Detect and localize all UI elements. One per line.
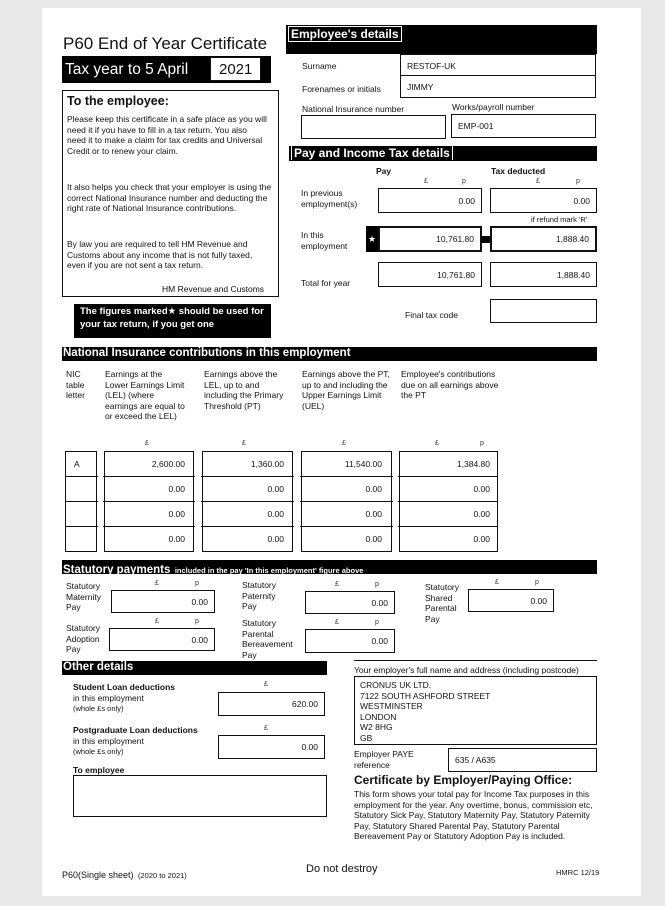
previous-tax-field <box>490 188 597 213</box>
maternity-field <box>111 590 215 613</box>
employer-address-line: CRONUS UK LTD. <box>360 680 432 690</box>
certificate-heading: Certificate by Employer/Paying Office: <box>354 773 573 787</box>
ni-column-gap <box>294 451 300 552</box>
bereavement-pence-sign: p <box>375 619 379 626</box>
ni-row-contrib: 0.00 <box>473 484 490 494</box>
surname-value: RESTOF-UK <box>407 60 456 71</box>
final-tax-code-label: Final tax code <box>405 310 458 320</box>
works-number-field <box>451 114 596 138</box>
tax-pound-sign: £ <box>536 178 540 185</box>
uel-pound-sign: £ <box>342 440 346 447</box>
employee-details-heading: Employee's details <box>288 26 402 42</box>
postgrad-loan-field <box>218 735 325 759</box>
ni-heading: National Insurance contributions in this employment <box>63 347 351 359</box>
ni-row-contrib: 0.00 <box>473 534 490 544</box>
paternity-value: 0.00 <box>371 597 388 608</box>
student-loan-value: 620.00 <box>292 699 318 709</box>
pay-pence-sign: p <box>462 178 466 185</box>
tax-year-label: Tax year to 5 April <box>65 61 189 78</box>
to-employee-heading: To the employee: <box>67 94 169 108</box>
contrib-pound-sign: £ <box>435 440 439 447</box>
surname-field <box>400 54 596 77</box>
certificate-text: This form shows your total pay for Income Tax purposes in this employment for the year. Any overtime, bonus, commission etc, Statutory Sick Pay, Statutory Maternity Pay, Statutory Paternity Pay, Statutory Shared Parental Pay, Statutory Parental Bereavement Pay or Statutory Adoption Pay is included. <box>354 789 593 841</box>
ni-row-uel: 11,540.00 <box>344 459 382 469</box>
do-not-destroy: Do not destroy <box>306 863 378 875</box>
works-number-value: EMP-001 <box>458 121 494 131</box>
refund-note: if refund mark 'R' <box>531 215 588 224</box>
ni-row-pt: 0.00 <box>267 509 284 519</box>
pay-pound-sign: £ <box>424 178 428 185</box>
ni-column-gap <box>393 451 398 552</box>
adoption-pound-sign: £ <box>155 618 159 625</box>
to-employee-p1: Please keep this certificate in a safe place as you will need it if you have to fill in a tax return. You also need it to make a claim for tax credits and Universal Credit or to renew your claim. <box>67 114 267 156</box>
paye-ref-label: Employer PAYE reference <box>354 749 414 770</box>
total-pay-field <box>378 262 482 287</box>
to-employee-field <box>73 775 327 817</box>
to-employee-signoff: HM Revenue and Customs <box>162 284 265 294</box>
ni-row-lel: 2,600.00 <box>151 459 185 469</box>
ni-row-divider <box>65 476 498 477</box>
to-employee-field-label: To employee <box>73 765 125 775</box>
this-tax-value: 1,888.40 <box>555 234 589 244</box>
shared-parental-label: Statutory Shared Parental Pay <box>425 582 460 624</box>
total-for-year-label: Total for year <box>301 278 351 288</box>
shared-parental-field <box>468 589 554 612</box>
maternity-pence-sign: p <box>195 580 199 587</box>
ni-column-gap <box>98 451 103 552</box>
adoption-value: 0.00 <box>191 634 208 645</box>
ni-row-uel: 0.00 <box>365 484 382 494</box>
ni-col-contrib: Employee's contributions due on all earnings above the PT <box>401 369 499 400</box>
contrib-pence-sign: p <box>480 440 484 447</box>
works-number-label: Works/payroll number <box>452 102 535 112</box>
ni-row-pt: 0.00 <box>267 534 284 544</box>
employer-address-line: GB <box>360 732 373 743</box>
postgrad-loan-value: 0.00 <box>301 742 318 752</box>
shared-pound-sign: £ <box>495 579 499 586</box>
pay-column-label: Pay <box>376 166 392 176</box>
p60-certificate <box>42 8 641 896</box>
ni-row-lel: 0.00 <box>168 484 185 494</box>
ni-col-uel: Earnings above the PT, up to and including the Upper Earnings Limit (UEL) <box>302 369 390 411</box>
ni-col-lel: Earnings at the Lower Earnings Limit (LEL) (where earnings are equal to or exceed the LEL) <box>105 369 185 421</box>
form-name: P60(Single sheet) <box>62 870 134 880</box>
figures-note <box>74 304 271 338</box>
paye-ref-field <box>448 748 597 772</box>
other-details-heading: Other details <box>63 661 134 673</box>
ni-row-letter: A <box>74 459 80 469</box>
ni-row-divider <box>65 526 498 527</box>
postgrad-loan-pound-sign: £ <box>264 725 268 732</box>
student-loan-label: Student Loan deductions <box>73 682 175 692</box>
bereavement-pound-sign: £ <box>335 619 339 626</box>
ni-row-contrib: 0.00 <box>473 509 490 519</box>
employer-rule <box>354 660 597 661</box>
ni-number-field <box>301 115 446 139</box>
total-tax-value: 1,888.40 <box>556 269 590 280</box>
bereavement-field <box>305 629 395 653</box>
paye-ref-value: 635 / A635 <box>455 755 496 765</box>
ni-col-pt: Earnings above the LEL, up to and including the Primary Threshold (PT) <box>204 369 284 411</box>
adoption-field <box>109 628 215 651</box>
tax-column-label: Tax deducted <box>491 166 546 176</box>
postgrad-loan-whole: (whole £s only) <box>73 747 124 756</box>
previous-pay-field <box>378 188 482 213</box>
ni-row-lel: 0.00 <box>168 534 185 544</box>
figures-note-text: The figures marked★ should be used for your tax return, if you get one <box>80 306 264 330</box>
to-employee-p2: It also helps you check that your employer is using the correct National Insurance number and deducting the right rate of National Insurance contributions. <box>67 182 272 213</box>
postgrad-loan-sub: in this employment <box>73 736 144 746</box>
adoption-label: Statutory Adoption Pay <box>66 623 101 654</box>
lel-pound-sign: £ <box>145 440 149 447</box>
tax-pence-sign: p <box>576 178 580 185</box>
ni-row-pt: 1,360.00 <box>250 459 284 469</box>
this-employment-label: In this employment <box>301 230 348 251</box>
hmrc-code: HMRC 12/19 <box>556 868 600 877</box>
employer-address-line: W2 8HG <box>360 722 393 732</box>
total-tax-field <box>490 262 597 287</box>
previous-tax-value: 0.00 <box>573 195 590 206</box>
forenames-label: Forenames or initials <box>302 84 381 94</box>
maternity-value: 0.00 <box>191 596 208 607</box>
pt-pound-sign: £ <box>242 440 246 447</box>
star-icon: ★ <box>367 234 377 244</box>
shared-pence-sign: p <box>535 579 539 586</box>
ni-number-label: National Insurance number <box>302 104 405 114</box>
paternity-label: Statutory Paternity Pay <box>242 580 277 611</box>
ni-row-contrib: 1,384.80 <box>456 459 490 469</box>
ni-col-letter: NIC table letter <box>66 369 85 400</box>
postgrad-loan-label: Postgraduate Loan deductions <box>73 725 198 735</box>
shared-parental-value: 0.00 <box>530 595 547 606</box>
previous-pay-value: 0.00 <box>458 195 475 206</box>
total-pay-value: 10,761.80 <box>437 269 475 280</box>
tax-year-value: 2021 <box>219 61 253 78</box>
bereavement-value: 0.00 <box>371 636 388 646</box>
ni-row-pt: 0.00 <box>267 484 284 494</box>
employer-address-line: WESTMINSTER <box>360 701 423 711</box>
previous-employment-label: In previous employment(s) <box>301 188 358 209</box>
this-pay-value: 10,761.80 <box>436 234 474 244</box>
ni-row-uel: 0.00 <box>365 509 382 519</box>
surname-label: Surname <box>302 61 337 71</box>
maternity-label: Statutory Maternity Pay <box>66 581 101 612</box>
form-years: (2020 to 2021) <box>138 871 187 880</box>
student-loan-pound-sign: £ <box>264 681 268 688</box>
forenames-field <box>400 75 596 98</box>
paternity-pence-sign: p <box>375 581 379 588</box>
adoption-pence-sign: p <box>195 618 199 625</box>
ni-column-gap <box>195 451 201 552</box>
ni-row-lel: 0.00 <box>168 509 185 519</box>
statutory-heading: Statutory payments <box>63 564 171 576</box>
star-marker <box>366 226 378 252</box>
statutory-heading-wrap <box>63 560 363 578</box>
final-tax-code-field <box>490 299 597 323</box>
paternity-pound-sign: £ <box>335 581 339 588</box>
student-loan-sub: in this employment <box>73 693 144 703</box>
forenames-value: JIMMY <box>407 81 434 92</box>
bereavement-label: Statutory Parental Bereavement Pay <box>242 618 293 660</box>
statutory-subheading: included in the pay 'In this employment' figure above <box>174 566 364 575</box>
this-tax-field <box>490 226 597 252</box>
ni-row-divider <box>65 501 498 502</box>
maternity-pound-sign: £ <box>155 580 159 587</box>
page-title: P60 End of Year Certificate <box>63 34 268 53</box>
footer-form-name <box>62 865 187 883</box>
student-loan-field <box>218 692 325 716</box>
to-employee-p3: By law you are required to tell HM Revenue and Customs about any income that is not fully taxed, even if you are not sent a tax return. <box>67 239 253 270</box>
pay-tax-heading: Pay and Income Tax details <box>291 146 453 160</box>
employer-address-line: 7122 SOUTH ASHFORD STREET <box>360 690 491 701</box>
this-pay-field <box>378 226 482 252</box>
employer-address-line: LONDON <box>360 711 397 722</box>
ni-row-uel: 0.00 <box>365 534 382 544</box>
employer-address-label: Your employer's full name and address (including postcode) <box>354 665 579 675</box>
student-loan-whole: (whole £s only) <box>73 704 124 713</box>
employer-address-field <box>354 676 597 745</box>
paternity-field <box>305 591 395 614</box>
